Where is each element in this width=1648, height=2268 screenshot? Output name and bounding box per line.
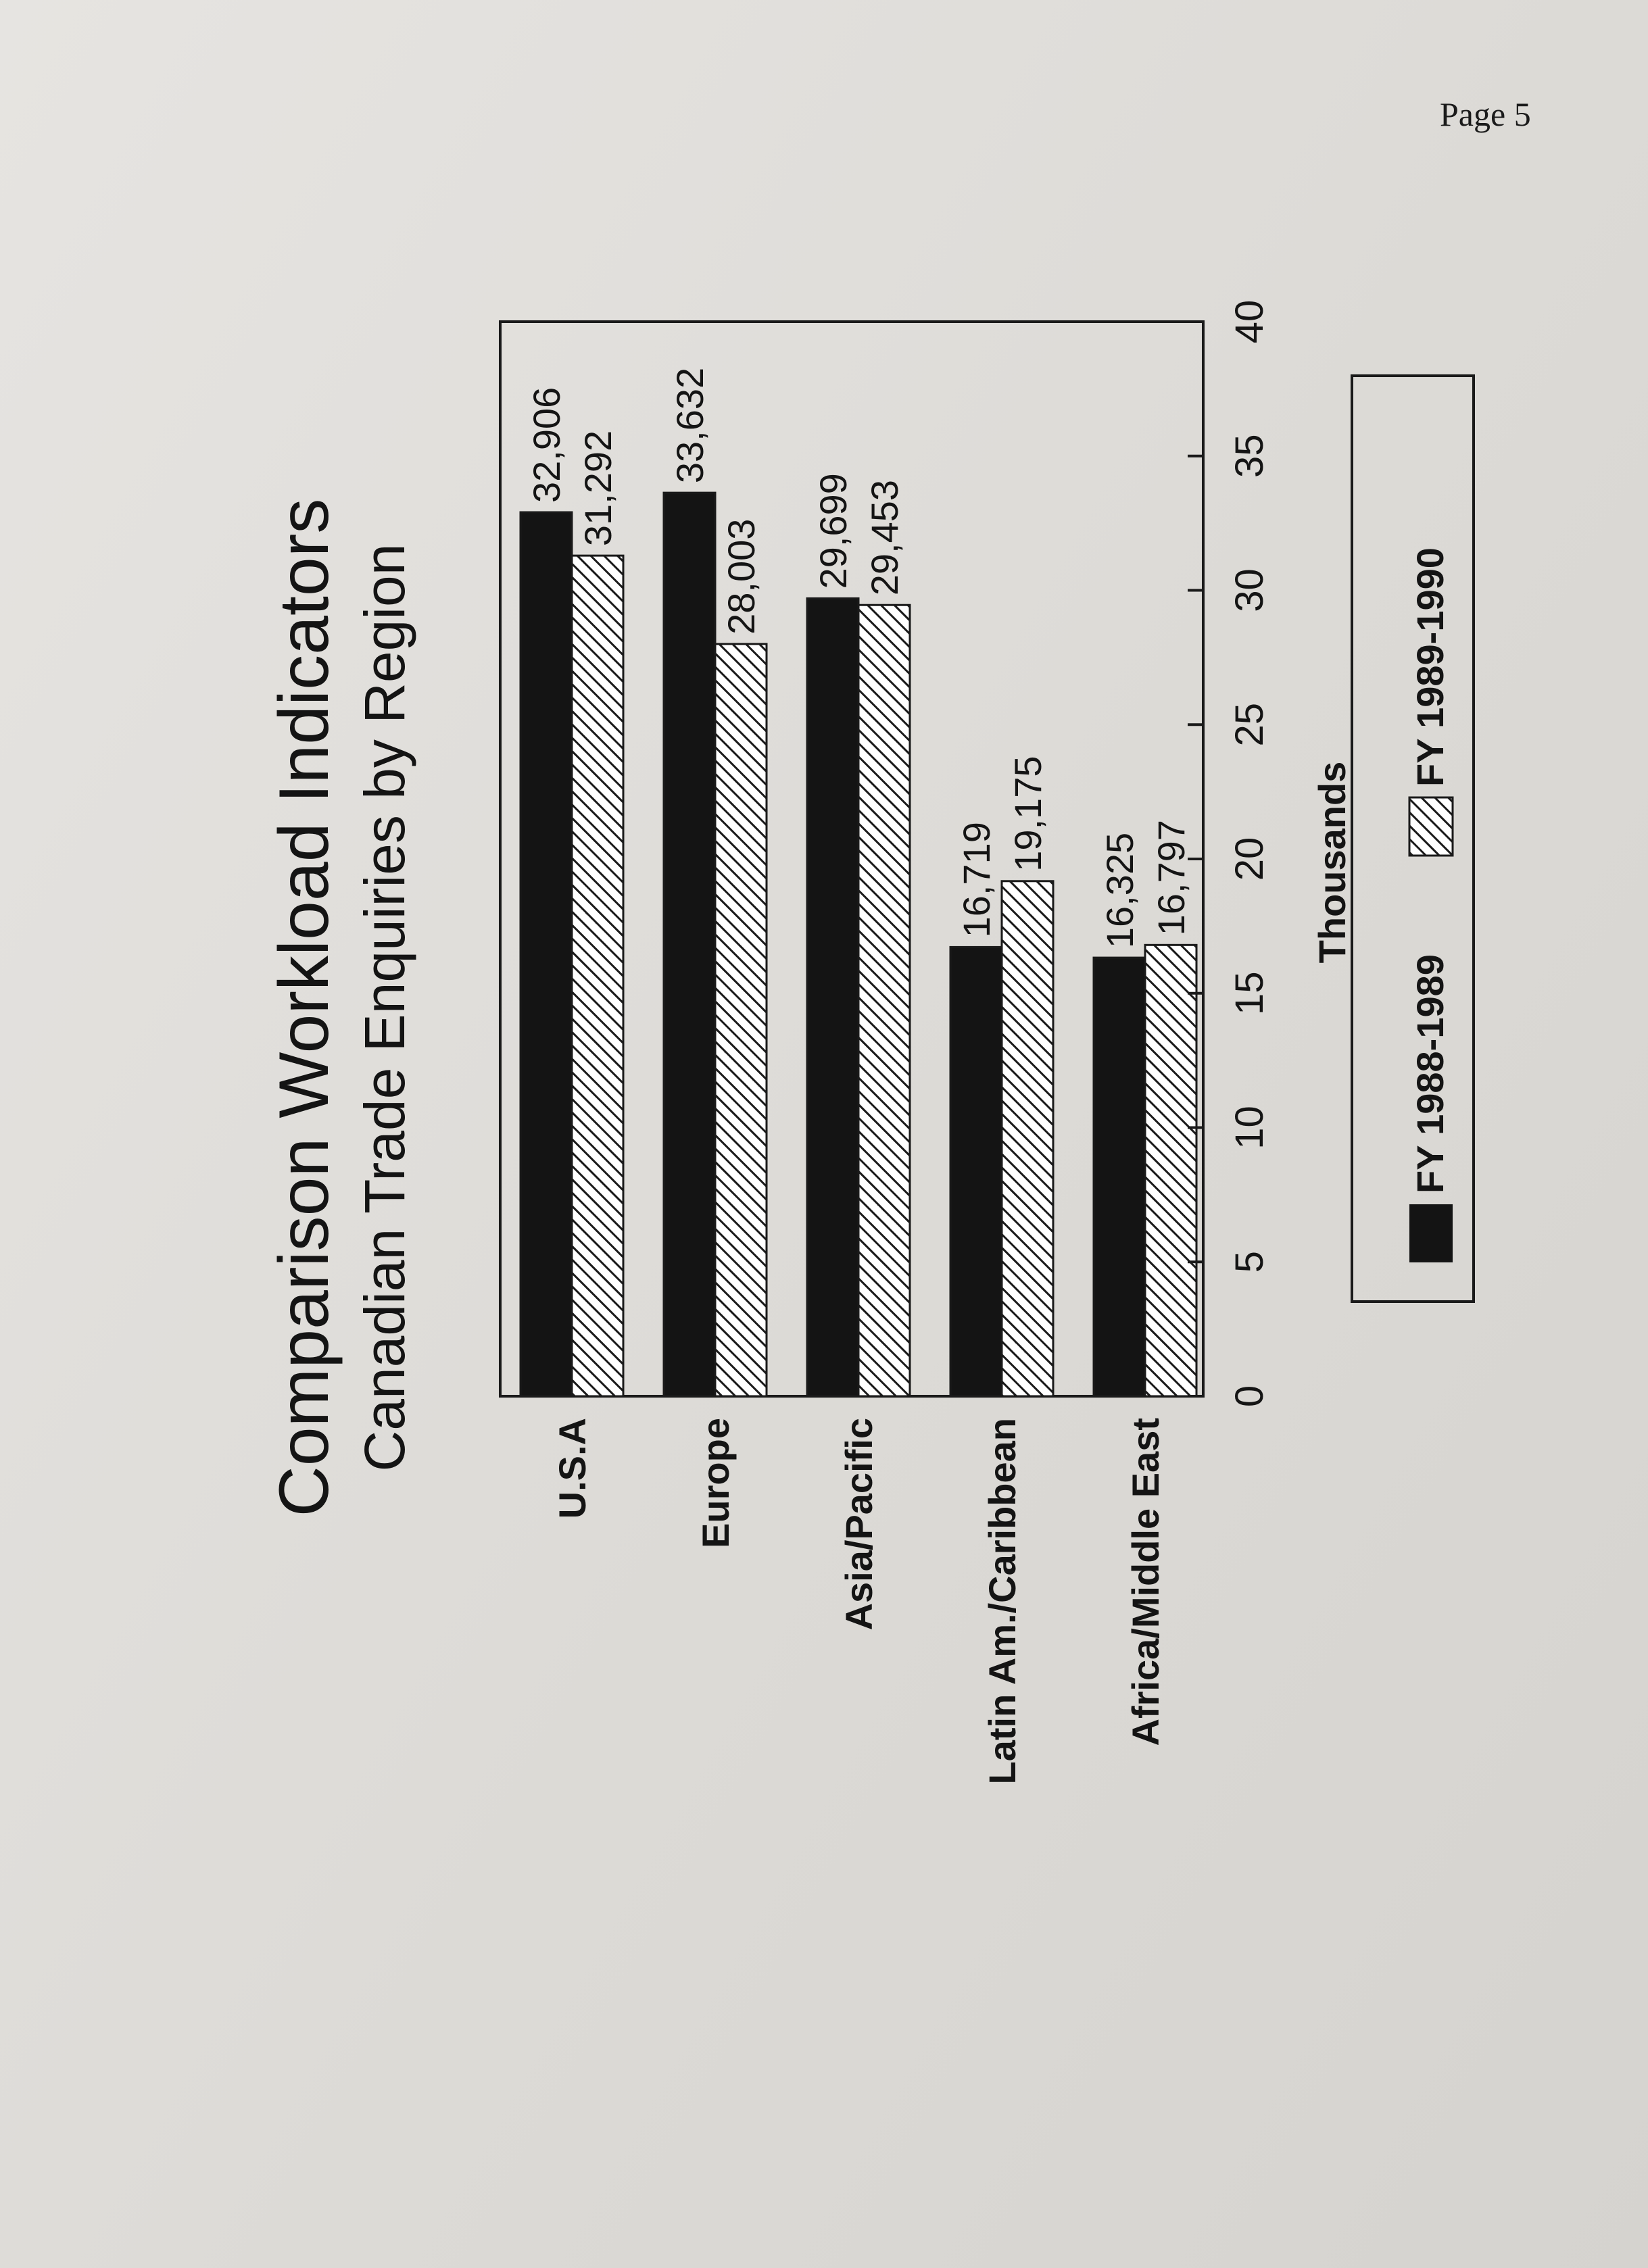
legend-label-fy1988: FY 1988-1989 <box>1409 954 1451 1193</box>
x-tick-label-30: 30 <box>1228 568 1271 612</box>
value-label-europe-series-1: 33,632 <box>669 367 711 484</box>
value-label-latin-am-caribbean-series-1: 16,719 <box>955 822 998 938</box>
bar-europe-series-2 <box>715 644 767 1396</box>
x-tick-label-15: 15 <box>1228 971 1271 1016</box>
value-label-africa-middle-east-series-2: 16,797 <box>1150 820 1192 936</box>
category-labels <box>551 1418 1167 1784</box>
x-tick-label-10: 10 <box>1228 1106 1271 1150</box>
bar-asia-pacific-series-1 <box>807 598 858 1396</box>
value-label-africa-middle-east-series-1: 16,325 <box>1098 832 1141 949</box>
page-number: Page 5 <box>1440 95 1531 133</box>
bar-europe-series-1 <box>664 493 715 1396</box>
legend-swatch-fy1988 <box>1409 1204 1453 1262</box>
x-axis-ticks <box>1188 300 1271 1407</box>
value-label-asia-pacific-series-2: 29,453 <box>863 479 906 596</box>
category-label-europe: Europe <box>694 1418 737 1548</box>
x-tick-label-25: 25 <box>1228 702 1271 747</box>
bar-latin-am-caribbean-series-2 <box>1002 881 1053 1396</box>
value-label-europe-series-2: 28,003 <box>720 518 762 635</box>
x-tick-label-0: 0 <box>1228 1385 1271 1408</box>
legend-label-fy1989: FY 1989-1990 <box>1409 547 1451 787</box>
x-axis-label: Thousands <box>1311 761 1353 964</box>
chart-subtitle: Canadian Trade Enquiries by Region <box>353 543 416 1472</box>
value-label-u-s-a-series-1: 32,906 <box>525 387 568 503</box>
category-label-africa-middle-east: Africa/Middle East <box>1124 1418 1167 1746</box>
x-tick-label-35: 35 <box>1228 434 1271 478</box>
chart-title: Comparison Workload Indicators <box>265 498 343 1517</box>
bar-africa-middle-east-series-1 <box>1094 958 1145 1396</box>
x-tick-label-40: 40 <box>1228 299 1271 344</box>
legend-swatch-fy1989 <box>1409 797 1453 856</box>
bar-latin-am-caribbean-series-1 <box>950 947 1002 1396</box>
bars-layer <box>520 493 1196 1396</box>
legend <box>1352 376 1474 1302</box>
value-label-asia-pacific-series-1: 29,699 <box>812 473 854 589</box>
category-label-asia-pacific: Asia/Pacific <box>838 1418 880 1631</box>
value-label-u-s-a-series-2: 31,292 <box>577 430 619 547</box>
x-tick-label-20: 20 <box>1228 837 1271 881</box>
category-label-latin-am-caribbean: Latin Am./Caribbean <box>981 1418 1023 1785</box>
bar-asia-pacific-series-2 <box>858 605 910 1396</box>
category-label-u-s-a: U.S.A <box>551 1418 593 1519</box>
x-tick-label-5: 5 <box>1228 1251 1271 1273</box>
bar-u-s-a-series-2 <box>572 556 623 1396</box>
bar-africa-middle-east-series-2 <box>1145 945 1196 1396</box>
value-label-latin-am-caribbean-series-2: 19,175 <box>1007 756 1049 872</box>
bar-u-s-a-series-1 <box>520 512 572 1396</box>
